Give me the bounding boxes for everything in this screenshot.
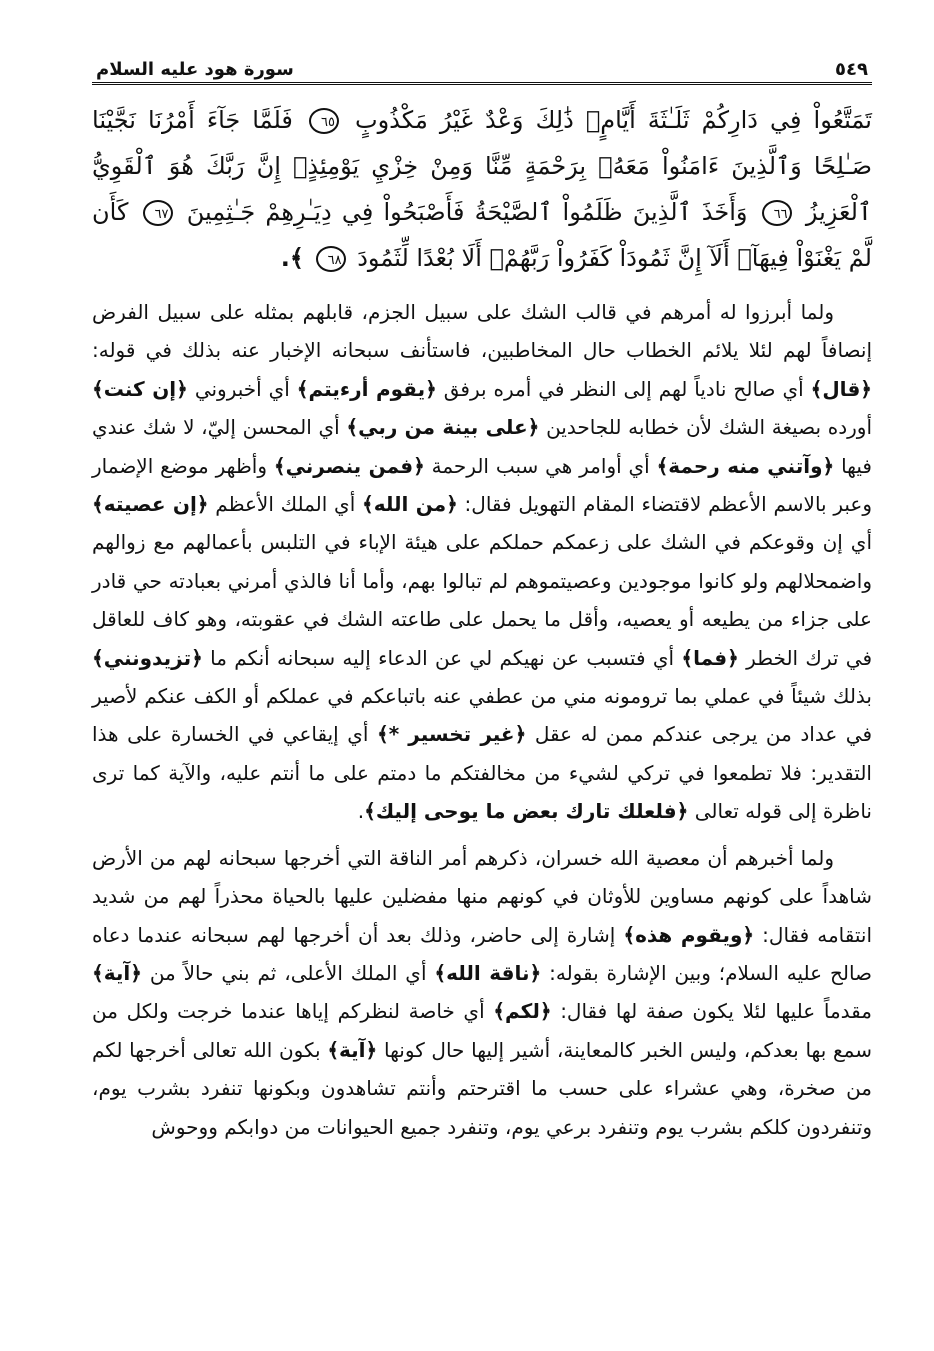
commentary-text: أي فتسبب عن نهيكم لي عن الدعاء إليه سبحانه أنكم ما: [210, 645, 675, 670]
quoted-phrase: ﴿يقوم أرءيتم﴾: [296, 376, 437, 401]
quoted-phrase: ﴿فما﴾: [681, 645, 739, 670]
quran-verses: [92, 97, 872, 281]
running-header: [92, 50, 872, 85]
commentary-text: أي المحسن إليّ، لا شك عندي فيها: [92, 415, 872, 478]
quoted-phrase: ﴿تزيدونني﴾: [92, 645, 203, 670]
ayah-number-marker: ٦٥: [309, 108, 339, 134]
ayah-number-marker: ٦٦: [762, 200, 792, 226]
verse-65-text: تَمَتَّعُواْ فِي دَارِكُمْ ثَلَـٰثَةَ أَيَّامٍۖ ذَٰلِكَ وَعْدٌ غَيْرُ مَكْذُوبٍ: [355, 106, 872, 134]
quoted-phrase: ﴿لكم﴾: [493, 999, 552, 1024]
commentary-text: أي الملك الأعظم: [215, 492, 356, 517]
commentary-text: أي إن وقوعكم في الشك على زعمكم حملكم على هيئة الإباء في التلبس بأعمالهم مع زوالهم واضمحلالهم ولو كانوا موجودين وعصيتموهم لم تبالوا بهم، وأما أنا فالذي أمرني بعبادته حي قادر على جزاء من يطيعه أو يعصيه، وأقل ما يحمل على طاعته الشك في عقوبته، وهو كاف للعاقل في ترك الخطر: [92, 530, 873, 670]
verse-68-text: كَأَن لَّمْ يَغْنَوْاْ فِيهَآۗ أَلَآ إِنَّ ثَمُودَاْ كَفَرُواْ رَبَّهُمْۗ أَلَا بُعْدًا لِّثَمُودَ: [92, 198, 872, 272]
quoted-phrase: ﴿غير تخسير *﴾: [377, 722, 527, 747]
quoted-phrase: ﴿قال﴾: [810, 376, 873, 401]
commentary-text: وأظهر موضع الإضمار وعبر بالاسم الأعظم لاقتضاء المقام التهويل فقال:: [92, 453, 872, 517]
quoted-phrase: ﴿آية﴾: [92, 960, 142, 985]
quoted-phrase: ﴿وآتني منه رحمة﴾: [656, 453, 835, 478]
commentary-text: أي خاصة لنظركم إياها عندما خرجت ولكل من سمع بها بعدكم، وليس الخبر كالمعاينة، أشير إليها حال كونها: [92, 999, 873, 1062]
quoted-phrase: ﴿على بينة من ربي﴾: [346, 415, 540, 440]
commentary-text: أي صالح نادياً لهم إلى النظر في أمره برفق: [443, 376, 804, 401]
ayah-number-marker: ٦٨: [316, 246, 346, 272]
commentary-text: أي إيقاعي في الخسارة على هذا التقدير: فلا تطمعوا في تركي لشيء من مخالفتكم ما دمتم على ما أنتم عليه، والآية كما ترى ناظرة إلى قوله تعالى: [92, 722, 872, 824]
commentary-text: بذلك شيئاً في عملي بما ترومونه مني من عطفي عنه باتباعكم في عملكم أو الكف عنكم لأصير في عداد من يرجى عندكم ممن له عقل: [92, 684, 873, 747]
commentary-text: مقدماً عليها لئلا يكون صفة لها فقال:: [560, 999, 872, 1024]
verses-closing-brace: ﴾.: [280, 244, 304, 272]
quoted-phrase: ﴿ناقة الله﴾: [434, 960, 542, 985]
quoted-phrase: ﴿إن عصيته﴾: [92, 492, 209, 517]
commentary-text: أورده بصيغة الشك لأن خطابه للجاحدين: [546, 415, 873, 440]
commentary-text: أي أوامر هي سبب الرحمة: [431, 453, 650, 478]
quoted-phrase: ﴿من الله﴾: [361, 492, 458, 517]
commentary-text: أي أخبروني: [194, 376, 290, 401]
commentary-paragraph-2: [92, 839, 872, 1146]
quoted-phrase: ﴿فلعلك تارك بعض ما يوحى إليك﴾: [364, 799, 689, 824]
commentary-paragraph-1: [92, 293, 872, 831]
quoted-phrase: ﴿ويقوم هذه﴾: [623, 922, 755, 947]
commentary-text: أي الملك الأعلى، ثم بني حالاً من: [149, 960, 427, 985]
quoted-phrase: ﴿فمن ينصرني﴾: [273, 453, 425, 478]
quoted-phrase: ﴿إن كنت﴾: [92, 376, 188, 401]
page-number: ٥٤٩: [835, 59, 868, 80]
quoted-phrase: ﴿آية﴾: [327, 1037, 378, 1062]
commentary-text: ولما أخبرهم أن معصية الله خسران، ذكرهم أمر الناقة التي أخرجها سبحانه لهم من الأرض شاهداً على كونهم مساوين للأوثان في كونهم منها مفضلين عليها بالحياة محذراً لهم من شديد انتقامه فقال:: [92, 845, 873, 947]
commentary-text: بكون الله تعالى أخرجها لكم من صخرة، وهي عشراء على حسب ما اقترحتم وأنتم تشاهدون وبكونها تنفرد بشرب يوم، وتنفردون كلكم بشرب يوم وتنفرد برعي يوم، وتنفرد جميع الحيوانات من دوابكم ووحوش: [92, 1037, 872, 1139]
commentary-text: .: [357, 799, 365, 824]
commentary-text: إشارة إلى حاضر، وذلك بعد أن أخرجها لهم سبحانه عندما دعاه صالح عليه السلام؛ وبين الإشارة بقوله:: [92, 922, 873, 985]
ayah-number-marker: ٦٧: [143, 200, 173, 226]
commentary-text: ولما أبرزوا له أمرهم في قالب الشك على سبيل الجزم، قابلهم بمثله على سبيل الفرض إنصافاً لهم لئلا يلائم الخطاب حال المخاطبين، فاستأنف سبحانه الإخبار عنه بذلك في قوله:: [92, 300, 872, 363]
verse-67-text: وَأَخَذَ ٱلَّذِينَ ظَلَمُواْ ٱلصَّيْحَةُ فَأَصْبَحُواْ فِي دِيَـٰرِهِمْ جَـٰثِمِينَ: [186, 198, 748, 226]
surah-title: سورة هود عليه السلام: [96, 59, 294, 80]
verse-66-text: فَلَمَّا جَآءَ أَمْرُنَا نَجَّيْنَا صَـٰلِحًا وَٱلَّذِينَ ءَامَنُواْ مَعَهُۥ بِرَحْمَةٍ مِّنَّا وَمِنْ خِزْيِ يَوْمِئِذٍۚ إِنَّ رَبَّكَ هُوَ ٱلْقَوِيُّ ٱلْعَزِيزُ: [92, 106, 872, 226]
